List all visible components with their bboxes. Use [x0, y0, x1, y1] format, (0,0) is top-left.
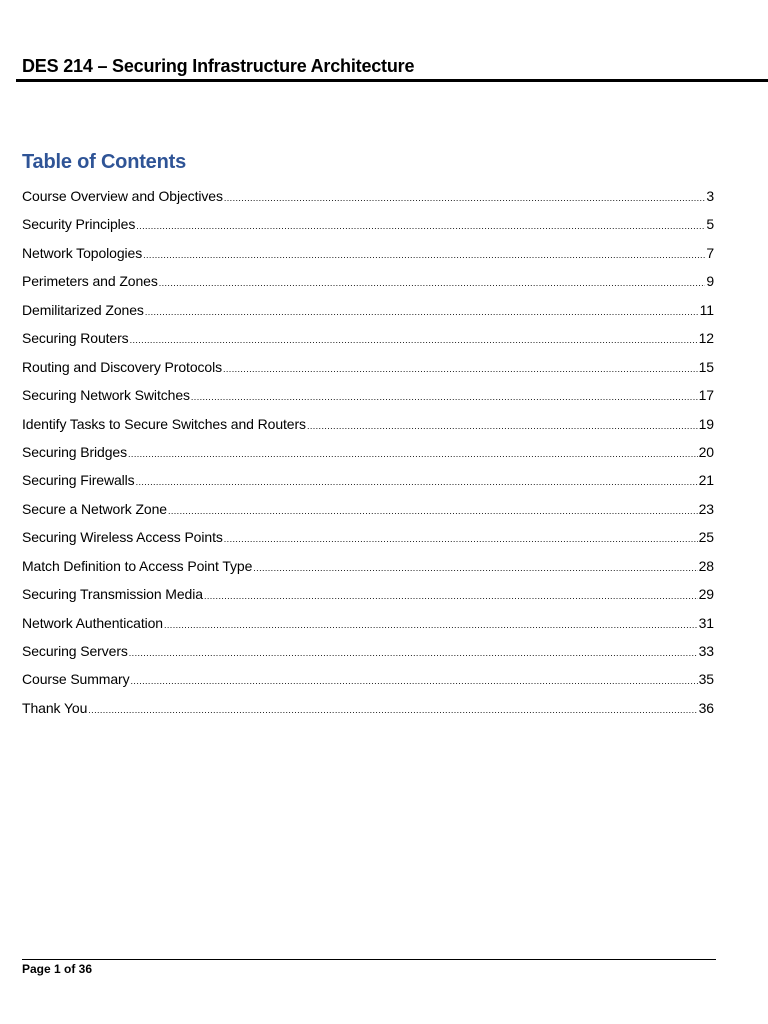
toc-entry[interactable] — [22, 188, 714, 216]
dot-leader — [204, 591, 698, 601]
toc-entry-page-number[interactable]: 28 — [698, 557, 714, 574]
toc-entry[interactable] — [22, 472, 714, 500]
page-number: Page 1 of 36 — [22, 962, 93, 976]
toc-entry-page-number[interactable]: 5 — [706, 216, 714, 233]
toc-entry-page-number[interactable]: 3 — [706, 188, 714, 204]
dot-leader — [223, 364, 698, 374]
dot-leader — [143, 250, 705, 260]
toc-entry-label[interactable]: Network Topologies — [22, 244, 143, 261]
toc-entry-label[interactable]: Routing and Discovery Protocols — [22, 358, 222, 375]
toc-entry-page-number[interactable]: 20 — [698, 443, 714, 460]
toc-entry-label[interactable]: Perimeters and Zones — [22, 273, 158, 290]
toc-entry-label[interactable]: Secure a Network Zone — [22, 500, 167, 517]
toc-entry[interactable] — [22, 216, 714, 244]
dot-leader — [191, 392, 698, 402]
toc-entry-page-number[interactable]: 33 — [698, 643, 714, 659]
dot-leader — [136, 221, 705, 231]
toc-entry[interactable] — [22, 671, 714, 699]
dot-leader — [130, 335, 698, 345]
dot-leader — [168, 506, 698, 516]
toc-entry[interactable] — [22, 643, 714, 671]
toc-entry-page-number[interactable]: 29 — [698, 586, 714, 603]
toc-entry-label[interactable]: Securing Bridges — [22, 443, 128, 460]
toc-entry-label[interactable]: Securing Network Switches — [22, 387, 190, 404]
toc-entry-label[interactable]: Securing Routers — [22, 330, 129, 347]
dot-leader — [88, 705, 697, 715]
toc-entry[interactable] — [22, 273, 714, 301]
toc-entry-page-number[interactable]: 23 — [698, 500, 714, 517]
toc-entry-page-number[interactable]: 31 — [698, 614, 714, 631]
toc-entry-page-number[interactable]: 35 — [698, 671, 714, 688]
toc-entry-label[interactable]: Identify Tasks to Secure Switches and Routers — [22, 415, 306, 432]
toc-entry[interactable] — [22, 302, 714, 330]
toc-entry[interactable] — [22, 529, 714, 557]
toc-entry-page-number[interactable]: 9 — [706, 273, 714, 290]
toc-entry-label[interactable]: Securing Transmission Media — [22, 586, 203, 603]
toc-entry[interactable] — [22, 387, 714, 415]
dot-leader — [136, 477, 698, 487]
dot-leader — [159, 278, 706, 288]
toc-entry-label[interactable]: Security Principles — [22, 216, 136, 233]
toc-entry-label[interactable]: Securing Wireless Access Points — [22, 529, 223, 546]
dot-leader — [224, 193, 705, 203]
toc-entry-page-number[interactable]: 17 — [698, 387, 714, 404]
toc-entry-page-number[interactable]: 11 — [699, 301, 714, 318]
dot-leader — [131, 676, 698, 686]
toc-entry[interactable] — [22, 615, 714, 643]
footer-divider — [22, 959, 716, 960]
toc-entry[interactable] — [22, 416, 714, 444]
dot-leader — [253, 563, 697, 573]
toc-entry-page-number[interactable]: 25 — [698, 529, 714, 546]
dot-leader — [224, 534, 698, 544]
toc-entry-label[interactable]: Securing Firewalls — [22, 472, 135, 489]
toc-entry[interactable] — [22, 501, 714, 529]
toc-entry[interactable] — [22, 359, 714, 387]
toc-entry-label[interactable]: Match Definition to Access Point Type — [22, 557, 253, 574]
table-of-contents — [22, 188, 714, 728]
dot-leader — [128, 449, 698, 459]
toc-entry-page-number[interactable]: 15 — [698, 358, 714, 375]
header-divider — [16, 79, 768, 82]
toc-entry-label[interactable]: Securing Servers — [22, 643, 128, 659]
toc-entry[interactable] — [22, 444, 714, 472]
toc-entry-label[interactable]: Network Authentication — [22, 614, 163, 631]
toc-entry-page-number[interactable]: 12 — [698, 330, 714, 347]
toc-entry[interactable] — [22, 700, 714, 728]
toc-heading: Table of Contents — [22, 151, 187, 173]
toc-entry[interactable] — [22, 330, 714, 358]
toc-entry-label[interactable]: Course Overview and Objectives — [22, 188, 223, 204]
toc-entry[interactable] — [22, 586, 714, 614]
document-title: DES 214 – Securing Infrastructure Architecture — [22, 56, 415, 76]
dot-leader — [307, 421, 698, 431]
toc-entry-page-number[interactable]: 19 — [698, 415, 714, 432]
toc-entry-label[interactable]: Demilitarized Zones — [22, 301, 144, 318]
toc-entry-page-number[interactable]: 7 — [706, 244, 714, 261]
dot-leader — [145, 307, 699, 317]
toc-entry[interactable] — [22, 558, 714, 586]
dot-leader — [129, 648, 698, 658]
toc-entry-page-number[interactable]: 21 — [698, 472, 714, 489]
dot-leader — [164, 620, 698, 630]
toc-entry-page-number[interactable]: 36 — [698, 699, 714, 716]
toc-entry[interactable] — [22, 245, 714, 273]
toc-entry-label[interactable]: Thank You — [22, 699, 88, 716]
toc-entry-label[interactable]: Course Summary — [22, 671, 130, 688]
